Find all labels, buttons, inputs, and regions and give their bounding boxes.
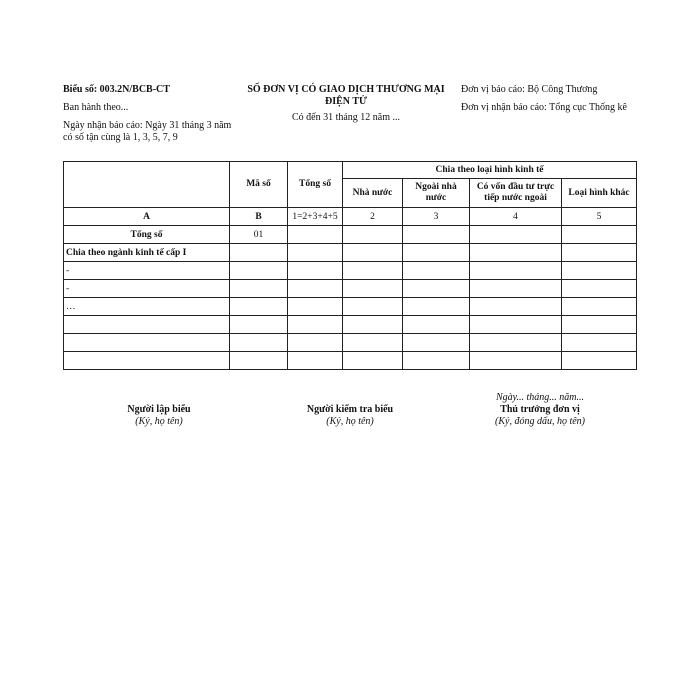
table-cell bbox=[343, 316, 403, 334]
table-cell bbox=[470, 334, 562, 352]
table-cell bbox=[288, 352, 343, 370]
table-cell bbox=[288, 298, 343, 316]
signature-role: Người kiểm tra biểu bbox=[306, 404, 394, 415]
header-other: Loại hình khác bbox=[562, 179, 637, 208]
table-cell bbox=[562, 280, 637, 298]
receiving-unit: Đơn vị nhận báo cáo: Tổng cục Thống kê bbox=[461, 102, 627, 113]
table-cell bbox=[288, 262, 343, 280]
table-cell bbox=[562, 316, 637, 334]
table-cell bbox=[288, 280, 343, 298]
table-cell bbox=[288, 334, 343, 352]
index-cell: B bbox=[230, 208, 288, 226]
signature-role: Thủ trưởng đơn vị bbox=[500, 404, 580, 415]
index-cell: 4 bbox=[470, 208, 562, 226]
signature-role: Người lập biểu bbox=[127, 404, 191, 415]
table-cell bbox=[562, 352, 637, 370]
table-cell bbox=[562, 226, 637, 244]
header-blank-cell bbox=[64, 162, 230, 208]
report-title: SỐ ĐƠN VỊ CÓ GIAO DỊCH THƯƠNG MẠI ĐIỆN TỬ bbox=[247, 84, 445, 107]
total-label: Tổng số bbox=[64, 226, 230, 244]
table-cell bbox=[403, 262, 470, 280]
table-cell bbox=[470, 262, 562, 280]
table-cell bbox=[230, 298, 288, 316]
form-code: Biểu số: 003.2N/BCB-CT bbox=[63, 84, 170, 95]
table-cell bbox=[343, 262, 403, 280]
row-label bbox=[64, 334, 230, 352]
index-cell: A bbox=[64, 208, 230, 226]
section-row bbox=[64, 244, 637, 262]
table-cell bbox=[343, 226, 403, 244]
table-cell bbox=[343, 298, 403, 316]
table-cell bbox=[470, 244, 562, 262]
table-cell bbox=[562, 262, 637, 280]
row-label: - bbox=[64, 280, 230, 298]
table-cell bbox=[562, 244, 637, 262]
table-header-row-1 bbox=[64, 162, 637, 179]
table-cell bbox=[230, 352, 288, 370]
receive-date: Ngày nhận báo cáo: Ngày 31 tháng 3 năm có số tận cùng là 1, 3, 5, 7, 9 bbox=[63, 120, 232, 143]
table-cell bbox=[343, 352, 403, 370]
header-right bbox=[461, 84, 636, 114]
index-cell: 2 bbox=[343, 208, 403, 226]
reporting-unit: Đơn vị báo cáo: Bộ Công Thương bbox=[461, 84, 598, 95]
header-group: Chia theo loại hình kinh tế bbox=[343, 162, 637, 179]
row-label: - bbox=[64, 262, 230, 280]
report-table bbox=[63, 161, 637, 370]
table-cell bbox=[470, 226, 562, 244]
row-label: … bbox=[64, 298, 230, 316]
header-state: Nhà nước bbox=[343, 179, 403, 208]
header-left bbox=[63, 84, 233, 144]
table-cell bbox=[470, 280, 562, 298]
table-cell bbox=[343, 280, 403, 298]
table-cell bbox=[343, 244, 403, 262]
table-cell bbox=[288, 316, 343, 334]
table-cell bbox=[562, 298, 637, 316]
table-cell bbox=[470, 316, 562, 334]
table-cell bbox=[470, 298, 562, 316]
index-cell: 3 bbox=[403, 208, 470, 226]
table-row bbox=[64, 280, 637, 298]
table-cell bbox=[288, 226, 343, 244]
table-cell bbox=[230, 316, 288, 334]
table-row bbox=[64, 334, 637, 352]
table-cell bbox=[470, 352, 562, 370]
table-row bbox=[64, 316, 637, 334]
header-non-state: Ngoài nhà nước bbox=[403, 179, 470, 208]
total-row bbox=[64, 226, 637, 244]
table-cell bbox=[403, 226, 470, 244]
table-cell bbox=[403, 334, 470, 352]
table-cell bbox=[343, 334, 403, 352]
header-center bbox=[238, 84, 454, 124]
signature-hint: (Ký, họ tên) bbox=[135, 416, 183, 427]
index-cell: 1=2+3+4+5 bbox=[288, 208, 343, 226]
as-of-date: Có đến 31 tháng 12 năm ... bbox=[291, 112, 401, 123]
table-row bbox=[64, 298, 637, 316]
signature-hint: (Ký, họ tên) bbox=[326, 416, 374, 427]
table-cell bbox=[230, 262, 288, 280]
table-cell bbox=[230, 244, 288, 262]
header-fdi: Có vốn đầu tư trực tiếp nước ngoài bbox=[470, 179, 562, 208]
issued-by: Ban hành theo... bbox=[63, 102, 129, 113]
table-cell bbox=[230, 334, 288, 352]
signature-checker bbox=[285, 404, 415, 428]
table-cell bbox=[403, 280, 470, 298]
table-cell bbox=[403, 244, 470, 262]
table-cell bbox=[403, 298, 470, 316]
signature-preparer bbox=[100, 404, 218, 428]
row-label bbox=[64, 316, 230, 334]
signature-hint: (Ký, đóng dấu, họ tên) bbox=[495, 416, 585, 427]
index-cell: 5 bbox=[562, 208, 637, 226]
table-cell bbox=[288, 244, 343, 262]
table-cell bbox=[403, 316, 470, 334]
signature-date-line: Ngày... tháng... năm... bbox=[495, 392, 585, 403]
table-cell bbox=[230, 280, 288, 298]
row-label bbox=[64, 352, 230, 370]
table-cell bbox=[403, 352, 470, 370]
header-total: Tổng số bbox=[288, 162, 343, 208]
table-row bbox=[64, 352, 637, 370]
header-code: Mã số bbox=[230, 162, 288, 208]
index-row bbox=[64, 208, 637, 226]
table-row bbox=[64, 262, 637, 280]
section-label: Chia theo ngành kinh tế cấp I bbox=[64, 244, 230, 262]
table-cell bbox=[562, 334, 637, 352]
total-code: 01 bbox=[230, 226, 288, 244]
signature-head bbox=[470, 392, 610, 428]
